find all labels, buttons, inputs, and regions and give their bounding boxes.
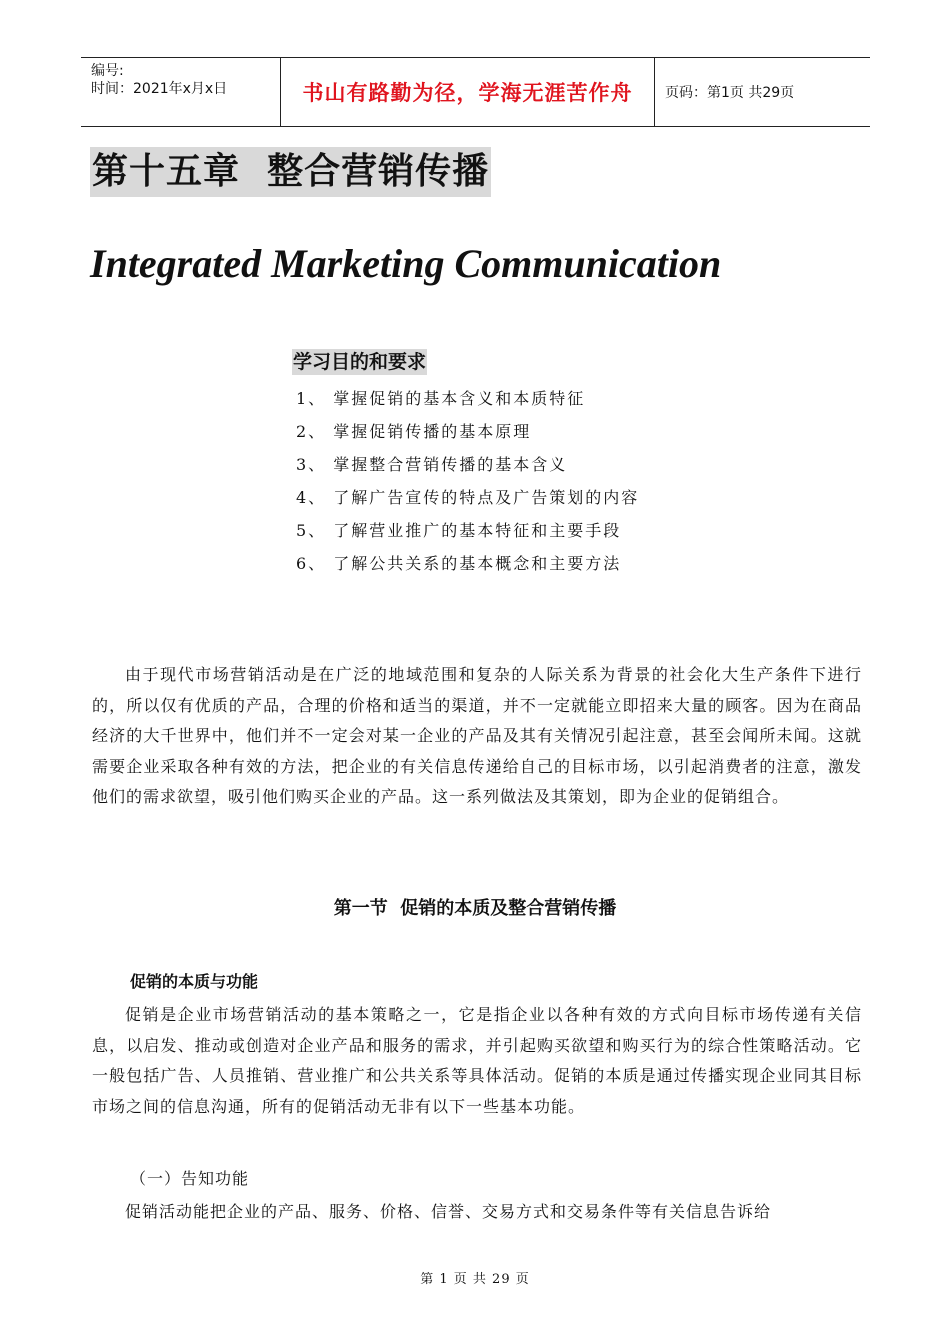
last-paragraph: 促销活动能把企业的产品、服务、价格、信誉、交易方式和交易条件等有关信息告诉给 [125,1202,772,1221]
list-item: 6、 了解公共关系的基本概念和主要方法 [296,554,622,573]
list-item: 4、 了解广告宣传的特点及广告策划的内容 [296,488,640,507]
list-item: 1、 掌握促销的基本含义和本质特征 [296,389,586,408]
body-paragraph: 促销是企业市场营销活动的基本策略之一，它是指企业以各种有效的方式向目标市场传递有关信息，以启发、推动或创造对企业产品和服务的需求，并引起购买欲望和购买行为的综合性策略活动。它一般包括广告、人员推销、营业推广和公共关系等具体活动。促销的本质是通过传播实现企业同其目标市场之间的信息沟通，所有的促销活动无非有以下一些基本功能。 [92,1005,862,1116]
english-title: Integrated Marketing Communication [90,241,722,286]
item-heading: （一）告知功能 [130,1169,250,1188]
header-page-number: 页码：第1页 共29页 [665,85,795,101]
list-item: 2、 掌握促销传播的基本原理 [296,422,532,441]
header-info-cell [81,58,281,126]
page-footer: 第 1 页 共 29 页 [420,1272,530,1287]
learning-goals-list [296,385,639,583]
chapter-title: 第十五章 整合营销传播 [90,147,491,197]
subsection-title: 促销的本质与功能 [130,972,259,991]
page-header [81,57,870,127]
list-item: 5、 了解营业推广的基本特征和主要手段 [296,521,622,540]
document-number-label: 编号: [91,63,124,79]
section-title: 第一节 促销的本质及整合营销传播 [333,898,617,919]
list-item: 3、 掌握整合营销传播的基本含义 [296,455,568,474]
header-motto: 书山有路勤为径，学海无涯苦作舟 [281,58,655,126]
learning-goals-heading: 学习目的和要求 [293,351,427,373]
document-time-label: 时间：2021年x月x日 [91,81,228,97]
intro-paragraph: 由于现代市场营销活动是在广泛的地域范围和复杂的人际关系为背景的社会化大生产条件下进行的，所以仅有优质的产品，合理的价格和适当的渠道，并不一定就能立即招来大量的顾客。因为在商品经济的大千世界中，他们并不一定会对某一企业的产品及其有关情况引起注意，甚至会闻所未闻。这就需要企业采取各种有效的方法，把企业的有关信息传递给自己的目标市场，以引起消费者的注意，激发他们的需求欲望，吸引他们购买企业的产品。这一系列做法及其策划，即为企业的促销组合。 [92,665,862,806]
